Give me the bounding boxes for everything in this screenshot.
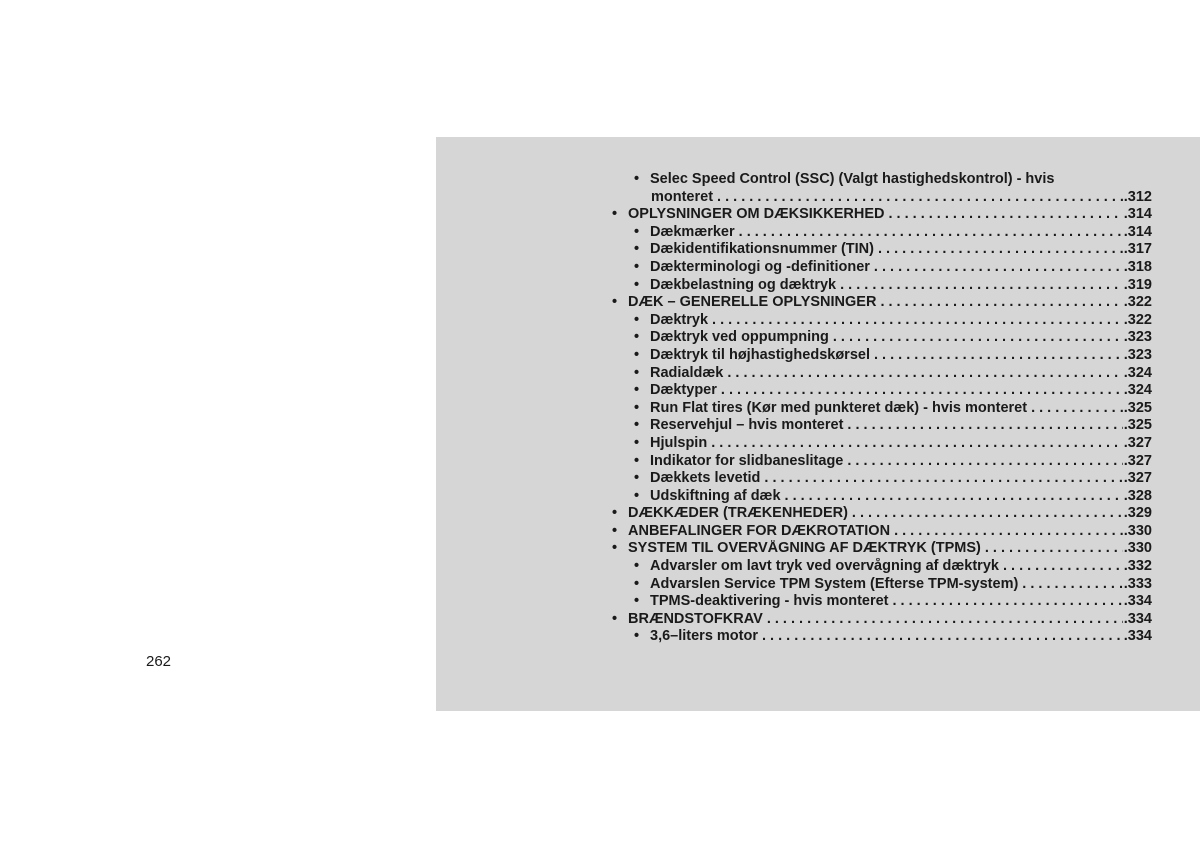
dot-leader [876, 294, 1122, 312]
bullet-icon: • [634, 399, 640, 416]
toc-entry-title: ANBEFALINGER FOR DÆKROTATION [628, 522, 891, 539]
dot-leader [889, 593, 1123, 611]
bullet-icon: • [634, 487, 640, 504]
toc-entry [612, 259, 1152, 277]
toc-entry-page: .334 [1123, 628, 1152, 645]
dot-leader [843, 453, 1122, 471]
toc-entry [612, 417, 1152, 435]
toc-entry-title: Advarsler om lavt tryk ved overvågning af dæktryk [650, 558, 999, 575]
bullet-icon: • [634, 558, 640, 575]
toc-entry [612, 241, 1152, 259]
toc-entry [612, 576, 1152, 594]
toc-entry-title: DÆKKÆDER (TRÆKENHEDER) [628, 505, 848, 522]
toc-entry-page: .319 [1123, 276, 1152, 293]
dot-leader [763, 611, 1123, 629]
dot-leader [829, 329, 1123, 347]
dot-leader [760, 470, 1122, 488]
toc-entry-page: .325 [1123, 417, 1152, 434]
toc-entry-title: Dækkets levetid [650, 470, 761, 487]
dot-leader [848, 505, 1123, 523]
dot-leader [870, 259, 1123, 277]
bullet-icon: • [634, 575, 640, 592]
toc-entry-title: Dæktryk [650, 311, 709, 328]
dot-leader [735, 224, 1123, 242]
toc-entry [612, 365, 1152, 383]
toc-entry-title: Dækterminologi og -definitioner [650, 258, 870, 275]
dot-leader [870, 347, 1123, 365]
toc-entry-title: OPLYSNINGER OM DÆKSIKKERHED [628, 206, 885, 223]
toc-entry [612, 277, 1152, 295]
bullet-icon: • [612, 540, 618, 557]
toc-entry-page: .314 [1123, 223, 1152, 240]
toc-entry [612, 611, 1152, 629]
toc-entry [612, 400, 1152, 418]
bullet-icon: • [612, 610, 618, 627]
bullet-icon: • [634, 258, 640, 275]
bullet-icon: • [634, 223, 640, 240]
toc-entry-title: TPMS-deaktivering - hvis monteret [650, 593, 889, 610]
toc-entry-title: Dæktyper [650, 382, 717, 399]
toc-entry-page: .330 [1123, 540, 1152, 557]
dot-leader [717, 382, 1123, 400]
toc-entry [612, 540, 1152, 558]
dot-leader [836, 277, 1123, 295]
toc-entry-title: Dæktryk ved oppumpning [650, 329, 829, 346]
toc-entry-page: .327 [1123, 434, 1152, 451]
toc-entry [612, 628, 1152, 646]
toc-entry-page: .329 [1123, 505, 1152, 522]
toc-entry-page: .333 [1123, 575, 1152, 592]
toc-entry-page: .332 [1123, 558, 1152, 575]
toc-entry-page: .324 [1123, 382, 1152, 399]
toc-entry-page: .318 [1123, 258, 1152, 275]
bullet-icon: • [634, 276, 640, 293]
toc-entry [612, 347, 1152, 365]
bullet-icon: • [634, 364, 640, 381]
toc-entry [612, 505, 1152, 523]
bullet-icon: • [634, 311, 640, 328]
dot-leader [758, 628, 1123, 646]
bullet-icon: • [634, 382, 640, 399]
toc-entry-page: .334 [1123, 593, 1152, 610]
toc-entry-title: Radialdæk [650, 364, 724, 381]
dot-leader [999, 558, 1123, 576]
page-number: 262 [146, 653, 172, 670]
toc-entry [612, 453, 1152, 471]
toc-entry-title: 3,6–liters motor [650, 628, 758, 645]
dot-leader [713, 189, 1123, 207]
toc-entry-title: Udskiftning af dæk [650, 487, 781, 504]
bullet-icon: • [634, 470, 640, 487]
dot-leader [723, 365, 1122, 383]
toc-entry-title: Run Flat tires (Kør med punkteret dæk) - hvis monteret [650, 399, 1028, 416]
dot-leader [890, 523, 1123, 541]
toc-entry-title: Selec Speed Control (SSC) (Valgt hastighedskontrol) - hvis [650, 171, 1055, 187]
toc-entry-title: Dækmærker [650, 223, 735, 240]
toc-entry [612, 294, 1152, 312]
toc-entry-title: Advarslen Service TPM System (Efterse TPM-system) [650, 575, 1019, 592]
bullet-icon: • [612, 206, 618, 223]
dot-leader [874, 241, 1123, 259]
toc-entry-title: monteret [651, 188, 714, 205]
bullet-icon: • [634, 346, 640, 363]
toc-entry-title: BRÆNDSTOFKRAV [628, 610, 763, 627]
toc-entry [612, 206, 1152, 224]
toc-entry-page: .323 [1123, 329, 1152, 346]
bullet-icon: • [634, 628, 640, 645]
toc-entry-title: Dæktryk til højhastighedskørsel [650, 346, 870, 363]
dot-leader [1027, 400, 1123, 418]
toc-entry [612, 435, 1152, 453]
toc-entry [612, 558, 1152, 576]
bullet-icon: • [634, 593, 640, 610]
dot-leader [884, 206, 1122, 224]
toc-entry [612, 488, 1152, 506]
toc-entry-page: .328 [1123, 487, 1152, 504]
dot-leader [707, 435, 1123, 453]
toc-entry [612, 593, 1152, 611]
bullet-icon: • [634, 171, 640, 187]
toc-entry-title: DÆK – GENERELLE OPLYSNINGER [628, 294, 877, 311]
toc-entry-page: .330 [1123, 522, 1152, 539]
toc-entry [612, 224, 1152, 242]
dot-leader [708, 312, 1123, 330]
toc-entry-page: .325 [1123, 399, 1152, 416]
dot-leader [843, 417, 1122, 435]
toc-entry-title: SYSTEM TIL OVERVÅGNING AF DÆKTRYK (TPMS) [628, 540, 981, 557]
toc-entry [612, 189, 1152, 207]
toc-entry [612, 329, 1152, 347]
toc-entry [612, 470, 1152, 488]
toc-entry-page: .327 [1123, 470, 1152, 487]
toc-entry-page: .334 [1123, 610, 1152, 627]
toc-entry-title: Hjulspin [650, 434, 708, 451]
toc-entry-page: .312 [1123, 188, 1152, 205]
toc-entry [612, 523, 1152, 541]
bullet-icon: • [634, 329, 640, 346]
toc-entry [612, 382, 1152, 400]
toc-entry-page: .324 [1123, 364, 1152, 381]
dot-leader [981, 540, 1123, 558]
dot-leader [781, 488, 1123, 506]
bullet-icon: • [634, 241, 640, 258]
bullet-icon: • [612, 294, 618, 311]
toc-entry [612, 171, 1152, 189]
bullet-icon: • [634, 417, 640, 434]
toc-entry-page: .317 [1123, 241, 1152, 258]
toc-entry [612, 312, 1152, 330]
toc-entry-page: .322 [1123, 294, 1152, 311]
toc-entry-page: .327 [1123, 452, 1152, 469]
bullet-icon: • [612, 522, 618, 539]
table-of-contents [612, 171, 1152, 646]
bullet-icon: • [634, 452, 640, 469]
bullet-icon: • [634, 434, 640, 451]
toc-entry-page: .314 [1123, 206, 1152, 223]
toc-entry-title: Indikator for slidbaneslitage [650, 452, 844, 469]
toc-entry-title: Dækidentifikationsnummer (TIN) [650, 241, 874, 258]
toc-entry-page: .323 [1123, 346, 1152, 363]
toc-entry-title: Dækbelastning og dæktryk [650, 276, 837, 293]
bullet-icon: • [612, 505, 618, 522]
toc-entry-page: .322 [1123, 311, 1152, 328]
toc-entry-title: Reservehjul – hvis monteret [650, 417, 844, 434]
dot-leader [1018, 576, 1122, 594]
